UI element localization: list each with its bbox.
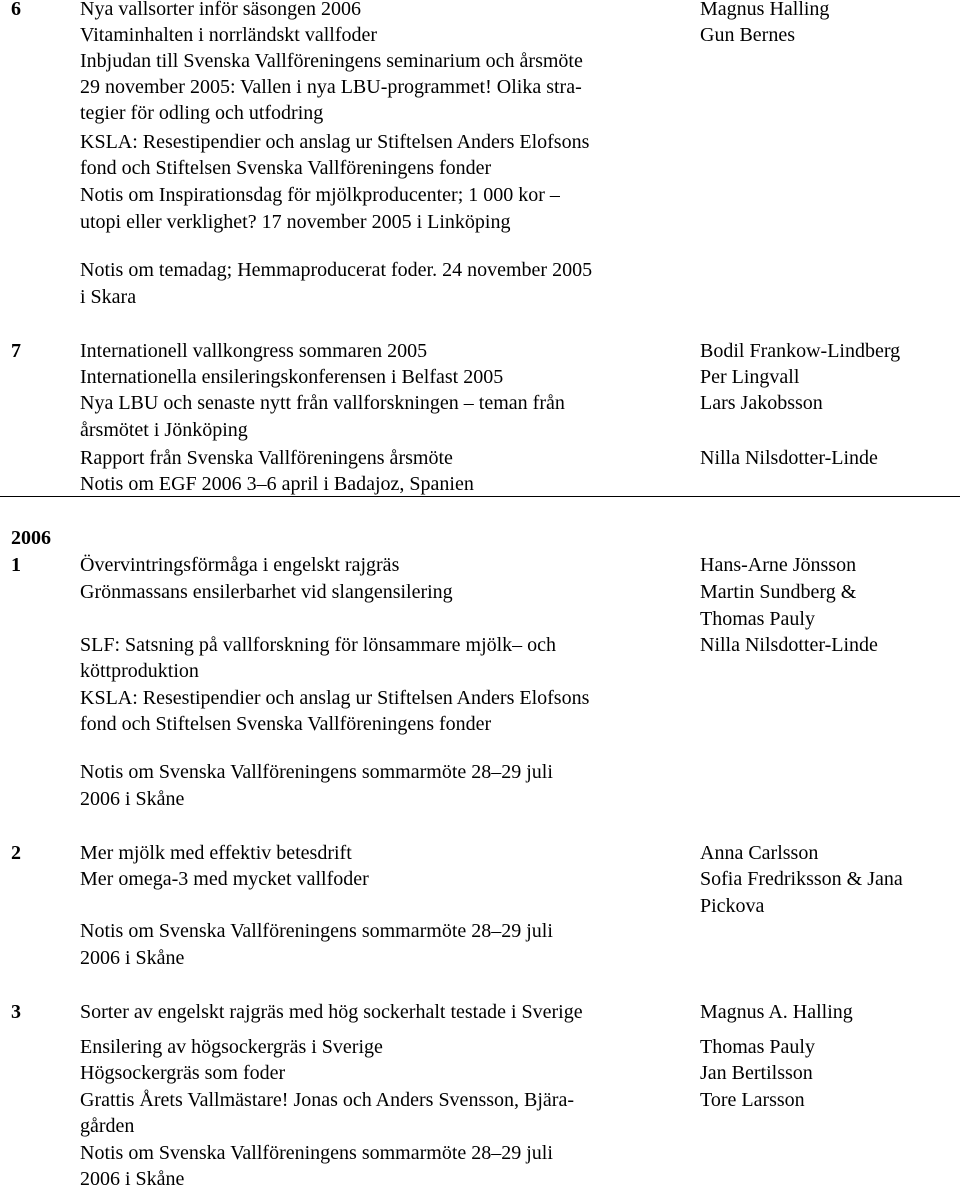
article-title: Ensilering av högsockergräs i Sverige xyxy=(80,1036,383,1058)
article-title: KSLA: Resestipendier och anslag ur Stiftelsen Anders Elofsons xyxy=(80,131,590,153)
author: Per Lingvall xyxy=(700,366,800,388)
article-title: Notis om Svenska Vallföreningens sommarmöte 28–29 juli xyxy=(80,761,553,783)
article-title: gården xyxy=(80,1115,135,1137)
article-title: 2006 i Skåne xyxy=(80,788,185,810)
article-title: Nya LBU och senaste nytt från vallforskningen – teman från xyxy=(80,392,565,414)
issue-number: 7 xyxy=(11,340,21,362)
article-title: Inbjudan till Svenska Vallföreningens seminarium och årsmöte xyxy=(80,50,583,72)
author: Nilla Nilsdotter-Linde xyxy=(700,634,878,656)
article-title: Övervintringsförmåga i engelskt rajgräs xyxy=(80,554,400,576)
article-title: Notis om Svenska Vallföreningens sommarmöte 28–29 juli xyxy=(80,1142,553,1164)
author: Hans-Arne Jönsson xyxy=(700,554,857,576)
article-title: Mer mjölk med effektiv betesdrift xyxy=(80,842,352,864)
author: Bodil Frankow-Lindberg xyxy=(700,340,901,362)
issue-number: 2 xyxy=(11,842,21,864)
author: Anna Carlsson xyxy=(700,842,819,864)
author: Jan Bertilsson xyxy=(700,1062,813,1084)
article-title: Notis om Inspirationsdag för mjölkproducenter; 1 000 kor – xyxy=(80,184,560,206)
article-title: Nya vallsorter inför säsongen 2006 xyxy=(80,0,362,20)
article-title: utopi eller verklighet? 17 november 2005 i Linköping xyxy=(80,211,511,233)
article-title: köttproduktion xyxy=(80,660,199,682)
author: Sofia Fredriksson & Jana xyxy=(700,868,903,890)
article-title: fond och Stiftelsen Svenska Vallföreningens fonder xyxy=(80,157,492,179)
article-title: Sorter av engelskt rajgräs med hög sockerhalt testade i Sverige xyxy=(80,1001,583,1023)
article-title: 29 november 2005: Vallen i nya LBU-programmet! Olika stra- xyxy=(80,76,582,98)
issue-number: 6 xyxy=(11,0,21,20)
article-title: fond och Stiftelsen Svenska Vallföreningens fonder xyxy=(80,713,492,735)
author: Magnus Halling xyxy=(700,0,830,20)
article-title: Internationella ensileringskonferensen i Belfast 2005 xyxy=(80,366,504,388)
author: Gun Bernes xyxy=(700,24,795,46)
year-heading: 2006 xyxy=(11,527,51,549)
article-title: Notis om EGF 2006 3–6 april i Badajoz, Spanien xyxy=(80,473,474,495)
author: Tore Larsson xyxy=(700,1089,805,1111)
article-title: 2006 i Skåne xyxy=(80,1168,185,1190)
divider-rule xyxy=(0,496,960,497)
article-title: Grattis Årets Vallmästare! Jonas och Anders Svensson, Bjära- xyxy=(80,1089,574,1111)
author: Nilla Nilsdotter-Linde xyxy=(700,447,878,469)
article-title: Rapport från Svenska Vallföreningens årsmöte xyxy=(80,447,453,469)
author: Pickova xyxy=(700,895,765,917)
article-title: Internationell vallkongress sommaren 2005 xyxy=(80,340,428,362)
author: Martin Sundberg & xyxy=(700,581,857,603)
issue-number: 1 xyxy=(11,554,21,576)
article-title: Vitaminhalten i norrländskt vallfoder xyxy=(80,24,378,46)
article-title: Högsockergräs som foder xyxy=(80,1062,286,1084)
article-title: årsmötet i Jönköping xyxy=(80,419,248,441)
author: Lars Jakobsson xyxy=(700,392,823,414)
article-title: Notis om temadag; Hemmaproducerat foder. 24 november 2005 xyxy=(80,259,593,281)
article-title: Notis om Svenska Vallföreningens sommarmöte 28–29 juli xyxy=(80,920,553,942)
article-title: 2006 i Skåne xyxy=(80,947,185,969)
article-title: i Skara xyxy=(80,286,137,308)
article-title: Mer omega-3 med mycket vallfoder xyxy=(80,868,369,890)
article-title: KSLA: Resestipendier och anslag ur Stiftelsen Anders Elofsons xyxy=(80,687,590,709)
article-title: Grönmassans ensilerbarhet vid slangensilering xyxy=(80,581,453,603)
article-title: tegier för odling och utfodring xyxy=(80,102,324,124)
issue-number: 3 xyxy=(11,1001,21,1023)
author: Thomas Pauly xyxy=(700,608,815,630)
author: Thomas Pauly xyxy=(700,1036,815,1058)
author: Magnus A. Halling xyxy=(700,1001,853,1023)
article-title: SLF: Satsning på vallforskning för lönsammare mjölk– och xyxy=(80,634,557,656)
